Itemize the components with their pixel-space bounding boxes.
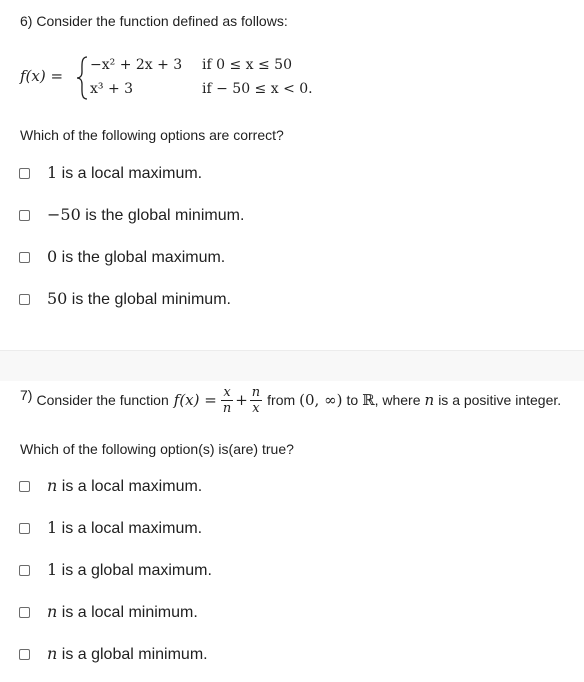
q6-stem-text: Consider the function defined as follows: bbox=[36, 13, 288, 29]
q7-option-1-math: n bbox=[47, 476, 58, 495]
q7-stem-text: Consider the function bbox=[36, 392, 169, 408]
q7-stem bbox=[20, 380, 584, 420]
q6-prompt: Which of the following options are correct? bbox=[20, 127, 284, 143]
q7-frac2-num: n bbox=[251, 384, 261, 400]
q7-frac-n-over-x bbox=[250, 385, 262, 416]
q7-frac-x-over-n bbox=[221, 385, 233, 416]
q7-frac2-den: x bbox=[252, 400, 260, 416]
q6-option-3-checkbox[interactable] bbox=[19, 252, 30, 263]
q7-option-2-math: 1 bbox=[47, 518, 58, 537]
q6-option-4-checkbox[interactable] bbox=[19, 294, 30, 305]
q7-option-3-checkbox[interactable] bbox=[19, 565, 30, 576]
q7-from: from bbox=[267, 392, 296, 408]
q6-option-1[interactable] bbox=[19, 162, 202, 184]
q7-option-2-label: is a local maximum. bbox=[57, 520, 203, 537]
q6-option-3-label: is the global maximum. bbox=[57, 249, 226, 266]
q6-option-4-label: is the global minimum. bbox=[67, 291, 231, 308]
q6-option-3[interactable] bbox=[19, 246, 225, 268]
q7-option-5-label: is a global minimum. bbox=[57, 646, 208, 663]
q6-stem bbox=[20, 13, 584, 29]
q7-option-4-checkbox[interactable] bbox=[19, 607, 30, 618]
q7-where: , where bbox=[374, 392, 421, 408]
q7-option-1-checkbox[interactable] bbox=[19, 481, 30, 492]
q7-reals: ℝ bbox=[362, 391, 375, 409]
q7-frac1-den: n bbox=[222, 400, 232, 416]
q6-option-2[interactable] bbox=[19, 204, 244, 226]
question-separator bbox=[0, 350, 584, 381]
q7-option-4-math: n bbox=[47, 602, 58, 621]
q6-number: 6) bbox=[20, 13, 33, 29]
q7-frac1-num: x bbox=[223, 384, 231, 400]
q7-option-5[interactable] bbox=[19, 643, 208, 665]
q6-case1-expr: −x² + 2x + 3 bbox=[90, 57, 183, 73]
q6-option-2-checkbox[interactable] bbox=[19, 210, 30, 221]
q6-brace bbox=[76, 55, 90, 101]
q6-piecewise-function bbox=[20, 55, 340, 103]
q7-option-2-checkbox[interactable] bbox=[19, 523, 30, 534]
q7-option-5-math: n bbox=[47, 644, 58, 663]
q7-tail: is a positive integer. bbox=[438, 392, 562, 408]
q7-number: 7) bbox=[20, 387, 33, 403]
q7-fx: f(x) = bbox=[173, 391, 217, 409]
q7-option-3-label: is a global maximum. bbox=[57, 562, 212, 579]
q7-prompt: Which of the following option(s) is(are) true? bbox=[20, 441, 294, 457]
q7-option-1-label: is a local maximum. bbox=[57, 478, 203, 495]
q6-option-4-math: 50 bbox=[47, 289, 68, 308]
q7-interval: (0, ∞) bbox=[299, 391, 343, 409]
q7-option-4[interactable] bbox=[19, 601, 198, 623]
q7-option-5-checkbox[interactable] bbox=[19, 649, 30, 660]
q6-option-3-math: 0 bbox=[47, 247, 58, 266]
q7-to: to bbox=[346, 392, 359, 408]
q6-option-1-checkbox[interactable] bbox=[19, 168, 30, 179]
q6-case2-cond: if − 50 ≤ x < 0. bbox=[202, 81, 313, 97]
q7-option-4-label: is a local minimum. bbox=[57, 604, 198, 621]
q7-n: n bbox=[424, 391, 435, 409]
q6-option-1-math: 1 bbox=[47, 163, 58, 182]
q6-lhs: f(x) = bbox=[20, 67, 64, 85]
q6-case2-expr: x³ + 3 bbox=[90, 81, 134, 97]
q7-option-1[interactable] bbox=[19, 475, 202, 497]
q6-case1-cond: if 0 ≤ x ≤ 50 bbox=[202, 57, 292, 73]
q6-option-4[interactable] bbox=[19, 288, 231, 310]
q7-option-2[interactable] bbox=[19, 517, 202, 539]
q7-option-3-math: 1 bbox=[47, 560, 58, 579]
q7-plus: + bbox=[235, 391, 248, 409]
q6-option-1-label: is a local maximum. bbox=[57, 165, 203, 182]
q6-option-2-math: −50 bbox=[47, 205, 81, 224]
q7-option-3[interactable] bbox=[19, 559, 212, 581]
q6-option-2-label: is the global minimum. bbox=[80, 207, 245, 224]
